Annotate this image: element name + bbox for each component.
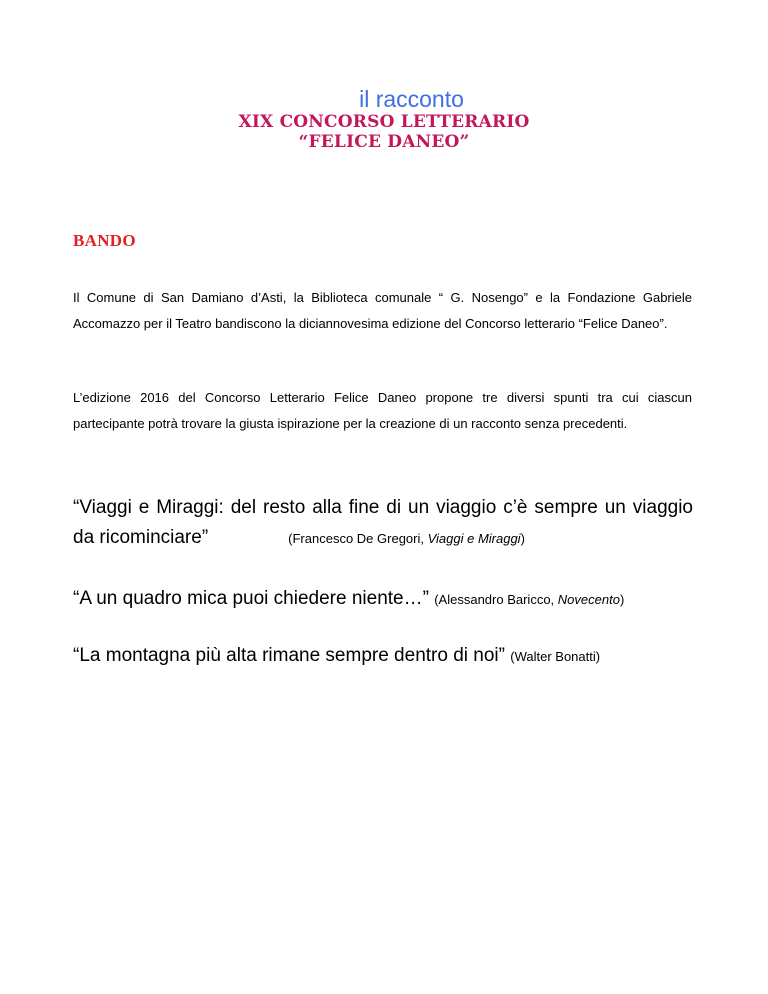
- quote-bonatti: [73, 641, 693, 672]
- quote-text: “Viaggi e Miraggi: del resto alla fine di un viaggio c’è sempre un viaggio da ricominciare”: [73, 497, 693, 548]
- quote-text: “A un quadro mica puoi chiedere niente…”: [73, 588, 429, 609]
- quote-citation: [510, 649, 600, 664]
- quote-text: “La montagna più alta rimane sempre dentro di noi”: [73, 645, 505, 666]
- contest-title-line-1: XIX CONCORSO LETTERARIO: [238, 112, 530, 132]
- kicker-title: il racconto: [359, 86, 464, 112]
- section-heading: BANDO: [73, 231, 136, 250]
- citation-author: (Francesco De Gregori,: [288, 531, 428, 546]
- citation-work: Novecento: [557, 592, 620, 607]
- paragraph-edition: L’edizione 2016 del Concorso Letterario Felice Daneo propone tre diversi spunti tra cui ciascun partecipante potrà trovare la giusta ispirazione per la creazione di un racconto senza precedenti.: [73, 390, 692, 431]
- citation-author: (Walter Bonatti): [510, 649, 601, 664]
- document-header: [0, 86, 768, 152]
- quote-de-gregori: [73, 493, 693, 554]
- contest-title-line-2: “FELICE DANEO”: [298, 132, 470, 152]
- quote-citation: [434, 592, 624, 607]
- contest-title: [0, 112, 768, 152]
- citation-author: (Alessandro Baricco,: [434, 592, 558, 607]
- citation-work: Viaggi e Miraggi: [427, 531, 521, 546]
- citation-close: ): [520, 531, 525, 546]
- quote-citation: [288, 531, 525, 546]
- quote-baricco: [73, 584, 693, 615]
- paragraph-intro: Il Comune di San Damiano d’Asti, la Biblioteca comunale “ G. Nosengo” e la Fondazione Gabriele Accomazzo per il Teatro bandiscono la diciannovesima edizione del Concorso letterario “Felice Daneo”.: [73, 290, 692, 331]
- citation-close: ): [619, 592, 625, 607]
